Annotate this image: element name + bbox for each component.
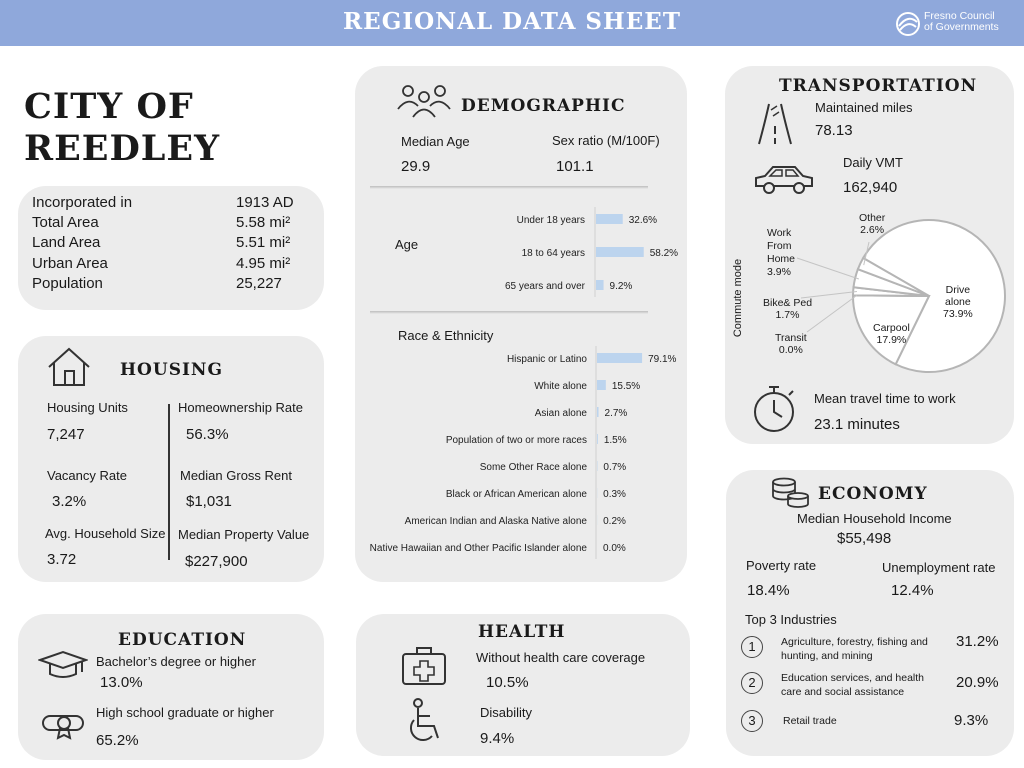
sex-ratio-label: Sex ratio (M/100F) xyxy=(552,133,660,148)
logo-swirl-icon xyxy=(894,10,922,38)
pie-leader-line xyxy=(807,295,857,332)
header-banner xyxy=(0,0,1024,46)
overview-value-land-area: 5.51 mi² xyxy=(236,234,291,251)
overview-value-population: 25,227 xyxy=(236,275,282,292)
industry-rank-3: 3 xyxy=(741,710,763,732)
unemployment-rate-value: 12.4% xyxy=(891,582,934,599)
housing-units-label: Housing Units xyxy=(47,400,128,415)
bar xyxy=(597,407,599,417)
page-title: REGIONAL DATA SHEET xyxy=(343,8,681,35)
overview-label-land-area: Land Area xyxy=(32,234,101,251)
median-age-value: 29.9 xyxy=(401,158,431,175)
demographic-title: DEMOGRAPHIC xyxy=(461,96,626,116)
pie-label-bike-ped: Bike& Ped 1.7% xyxy=(763,297,813,321)
city-title: CITY OF REEDLEY xyxy=(24,86,221,169)
overview-value-total-area: 5.58 mi² xyxy=(236,214,291,231)
unemployment-rate-label: Unemployment rate xyxy=(882,560,996,575)
bar xyxy=(596,280,604,290)
housing-units-value: 7,247 xyxy=(47,426,85,443)
pie-label-drive-alone: Drive alone 73.9% xyxy=(943,284,973,320)
fresno-cog-logo xyxy=(894,8,1002,40)
bar-value-label: 32.6% xyxy=(628,215,658,226)
overview-value-urban-area: 4.95 mi² xyxy=(236,255,291,272)
homeownership-rate-value: 56.3% xyxy=(186,426,229,443)
bar-value-label: 0.7% xyxy=(603,462,627,473)
bar-category-label: Hispanic or Latino xyxy=(506,354,587,365)
top-industries-label: Top 3 Industries xyxy=(745,612,837,627)
bar-value-label: 0.2% xyxy=(603,516,626,527)
high-school-value: 65.2% xyxy=(96,732,139,749)
household-size-label: Avg. Household Size xyxy=(45,526,166,541)
bar-value-label: 9.2% xyxy=(609,281,633,292)
bachelor-label: Bachelor’s degree or higher xyxy=(96,654,256,669)
coin-stack-icon xyxy=(770,476,810,508)
poverty-rate-label: Poverty rate xyxy=(746,558,817,573)
housing-card xyxy=(18,336,324,582)
economy-card xyxy=(726,470,1014,756)
race-bar-chart xyxy=(355,344,687,566)
bar-category-label: 65 years and over xyxy=(504,281,585,292)
wheelchair-icon xyxy=(404,698,444,748)
poverty-rate-value: 18.4% xyxy=(747,582,790,599)
bar-value-label: 0.3% xyxy=(603,489,626,500)
logo-text: Fresno Council of Governments xyxy=(924,10,999,33)
education-title: EDUCATION xyxy=(118,630,247,650)
overview-label-total-area: Total Area xyxy=(32,214,99,231)
stopwatch-icon xyxy=(751,384,797,434)
bar xyxy=(597,353,642,363)
industry-name-3: Retail trade xyxy=(783,715,837,727)
bar-category-label: Population of two or more races xyxy=(445,435,587,446)
median-income-label: Median Household Income xyxy=(797,511,952,526)
bar-value-label: 1.5% xyxy=(603,435,627,446)
health-coverage-label: Without health care coverage xyxy=(476,650,646,665)
bar xyxy=(596,247,644,257)
commute-axis-label: Commute mode xyxy=(732,258,745,338)
median-income-value: $55,498 xyxy=(837,530,892,547)
bar-category-label: Asian alone xyxy=(534,408,587,419)
overview-label-urban-area: Urban Area xyxy=(32,255,108,272)
industry-value-1: 31.2% xyxy=(956,633,999,650)
road-icon xyxy=(755,102,795,146)
housing-title: HOUSING xyxy=(120,360,223,380)
industry-value-2: 20.9% xyxy=(956,674,999,691)
disability-label: Disability xyxy=(480,705,533,720)
health-title: HEALTH xyxy=(478,622,566,642)
pie-label-transit: Transit 0.0% xyxy=(775,332,807,356)
bar-value-label: 15.5% xyxy=(611,381,641,392)
graduation-cap-icon xyxy=(38,650,88,680)
bar-category-label: Native Hawaiian and Other Pacific Islander alone xyxy=(369,543,587,554)
disability-value: 9.4% xyxy=(480,730,515,747)
daily-vmt-label: Daily VMT xyxy=(843,155,903,170)
health-card xyxy=(356,614,690,756)
median-gross-rent-label: Median Gross Rent xyxy=(180,468,292,483)
pie-label-other: Other 2.6% xyxy=(859,212,886,236)
median-property-value-label: Median Property Value xyxy=(178,527,310,542)
vacancy-rate-label: Vacancy Rate xyxy=(47,468,127,483)
overview-value-incorporated: 1913 AD xyxy=(236,194,294,211)
bar-category-label: American Indian and Alaska Native alone xyxy=(404,516,587,527)
travel-time-value: 23.1 minutes xyxy=(814,416,900,433)
bar-value-label: 2.7% xyxy=(604,408,628,419)
industry-rank-1: 1 xyxy=(741,636,763,658)
homeownership-rate-label: Homeownership Rate xyxy=(178,400,304,415)
bar xyxy=(596,214,623,224)
overview-label-incorporated: Incorporated in xyxy=(32,194,133,211)
medical-kit-icon xyxy=(400,646,448,688)
bar xyxy=(597,434,598,444)
industry-name-2: Education services, and health care and social assistance xyxy=(781,672,925,698)
education-card xyxy=(18,614,324,760)
median-property-value-value: $227,900 xyxy=(185,553,248,570)
overview-card xyxy=(18,186,324,310)
bar-category-label: Black or African American alone xyxy=(445,489,587,500)
industry-value-3: 9.3% xyxy=(954,712,989,729)
bar-category-label: White alone xyxy=(534,381,587,392)
pie-leader-line xyxy=(797,258,859,279)
median-gross-rent-value: $1,031 xyxy=(186,493,232,510)
age-chart-label: Age xyxy=(395,237,419,252)
race-chart-label: Race & Ethnicity xyxy=(398,328,494,343)
median-age-label: Median Age xyxy=(401,134,470,149)
high-school-label: High school graduate or higher xyxy=(96,705,274,720)
pie-label-carpool: Carpool 17.9% xyxy=(873,322,910,346)
diploma-icon xyxy=(40,710,88,740)
bar-category-label: 18 to 64 years xyxy=(521,248,585,259)
bar xyxy=(597,380,606,390)
vacancy-rate-value: 3.2% xyxy=(52,493,87,510)
housing-divider xyxy=(168,404,170,560)
demographic-card xyxy=(355,66,687,582)
pie-label-work-from-home: Work From Home 3.9% xyxy=(767,227,796,278)
people-group-icon xyxy=(395,82,453,118)
age-bar-chart xyxy=(355,198,687,298)
industry-rank-2: 2 xyxy=(741,672,763,694)
household-size-value: 3.72 xyxy=(47,551,77,568)
daily-vmt-value: 162,940 xyxy=(843,179,898,196)
bachelor-value: 13.0% xyxy=(100,674,143,691)
transportation-title: TRANSPORTATION xyxy=(779,76,978,96)
maintained-miles-value: 78.13 xyxy=(815,122,853,139)
sex-ratio-value: 101.1 xyxy=(556,158,594,175)
bar-value-label: 0.0% xyxy=(603,543,626,554)
demographic-divider-top xyxy=(370,186,648,189)
maintained-miles-label: Maintained miles xyxy=(815,100,913,115)
bar-category-label: Under 18 years xyxy=(516,215,585,226)
house-icon xyxy=(46,346,92,388)
health-coverage-value: 10.5% xyxy=(486,674,529,691)
bar-value-label: 58.2% xyxy=(649,248,679,259)
transportation-card xyxy=(725,66,1014,444)
bar-value-label: 79.1% xyxy=(648,354,677,365)
industry-name-1: Agriculture, forestry, fishing and hunting, and mining xyxy=(781,636,928,662)
economy-title: ECONOMY xyxy=(818,484,928,504)
bar-category-label: Some Other Race alone xyxy=(479,462,587,473)
overview-label-population: Population xyxy=(32,275,103,292)
car-icon xyxy=(753,164,815,196)
demographic-divider-mid xyxy=(370,311,648,314)
travel-time-label: Mean travel time to work xyxy=(814,391,956,406)
